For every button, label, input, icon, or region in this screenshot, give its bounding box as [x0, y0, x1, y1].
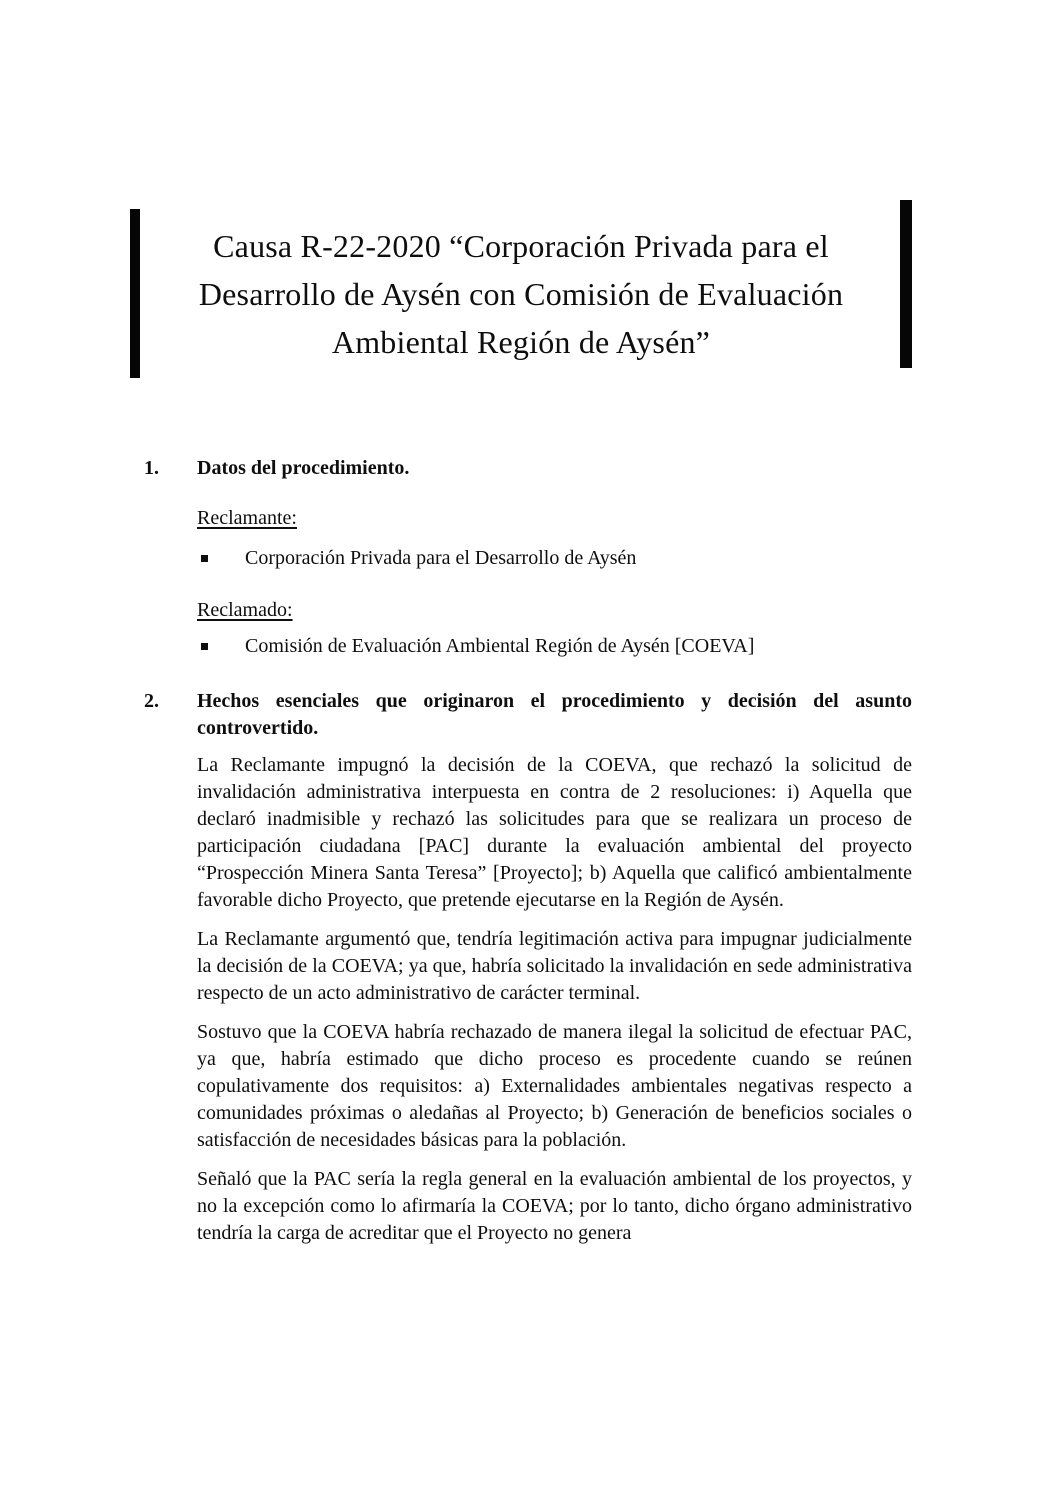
section-datos-del-procedimiento	[144, 455, 912, 660]
section-hechos-esenciales	[144, 688, 912, 1247]
title-line-3: Ambiental Región de Aysén”	[331, 324, 711, 360]
section-body	[197, 455, 912, 660]
section-heading: Hechos esenciales que originaron el procedimiento y decisión del asunto controvertido.	[197, 690, 912, 739]
title-line-2: Desarrollo de Aysén con Comisión de Evaluación	[198, 276, 844, 312]
square-bullet-icon	[201, 643, 208, 650]
document-body	[144, 440, 912, 1247]
paragraph: Sostuvo que la COEVA habría rechazado de manera ilegal la solicitud de efectuar PAC, ya que, habría estimado que dicho proceso es procedente cuando se reúnen copulativamente dos requisitos: a) Externalidades ambientales negativas respecto a comunidades próximas o aledañas al Proyecto; b) Generación de beneficios sociales o satisfacción de necesidades básicas para la población.	[197, 1021, 912, 1151]
reclamante-value: Corporación Privada para el Desarrollo de Aysén	[245, 547, 637, 569]
section-body	[197, 688, 912, 1247]
title-left-bar-decoration	[130, 209, 140, 378]
section-number: 1.	[144, 457, 159, 479]
reclamante-label: Reclamante:	[197, 507, 297, 529]
list-item-reclamado	[197, 633, 912, 660]
reclamado-label: Reclamado:	[197, 599, 293, 621]
section-number: 2.	[144, 690, 159, 712]
title-line-1: Causa R-22-2020 “Corporación Privada para el	[213, 228, 829, 264]
paragraph: Señaló que la PAC sería la regla general en la evaluación ambiental de los proyectos, y no la excepción como lo afirmaría la COEVA; por lo tanto, dicho órgano administrativo tendría la carga de acreditar que el Proyecto no genera	[197, 1168, 912, 1244]
section-heading: Datos del procedimiento.	[197, 457, 410, 479]
paragraph: La Reclamante impugnó la decisión de la COEVA, que rechazó la solicitud de invalidación administrativa interpuesta en contra de 2 resoluciones: i) Aquella que declaró inadmisible y rechazó las solicitudes para que se realizara un proceso de participación ciudadana [PAC] durante la evaluación ambiental del proyecto “Prospección Minera Santa Teresa” [Proyecto]; b) Aquella que calificó ambientalmente favorable dicho Proyecto, que pretende ejecutarse en la Región de Aysén.	[197, 754, 912, 911]
reclamado-value: Comisión de Evaluación Ambiental Región de Aysén [COEVA]	[245, 635, 755, 657]
title-right-bar-decoration	[900, 200, 912, 368]
title-block	[130, 200, 912, 380]
square-bullet-icon	[201, 555, 208, 562]
paragraph: La Reclamante argumentó que, tendría legitimación activa para impugnar judicialmente la decisión de la COEVA; ya que, habría solicitado la invalidación en sede administrativa respecto de un acto administrativo de carácter terminal.	[197, 928, 912, 1004]
document-title	[130, 200, 912, 366]
list-item-reclamante	[197, 545, 912, 572]
